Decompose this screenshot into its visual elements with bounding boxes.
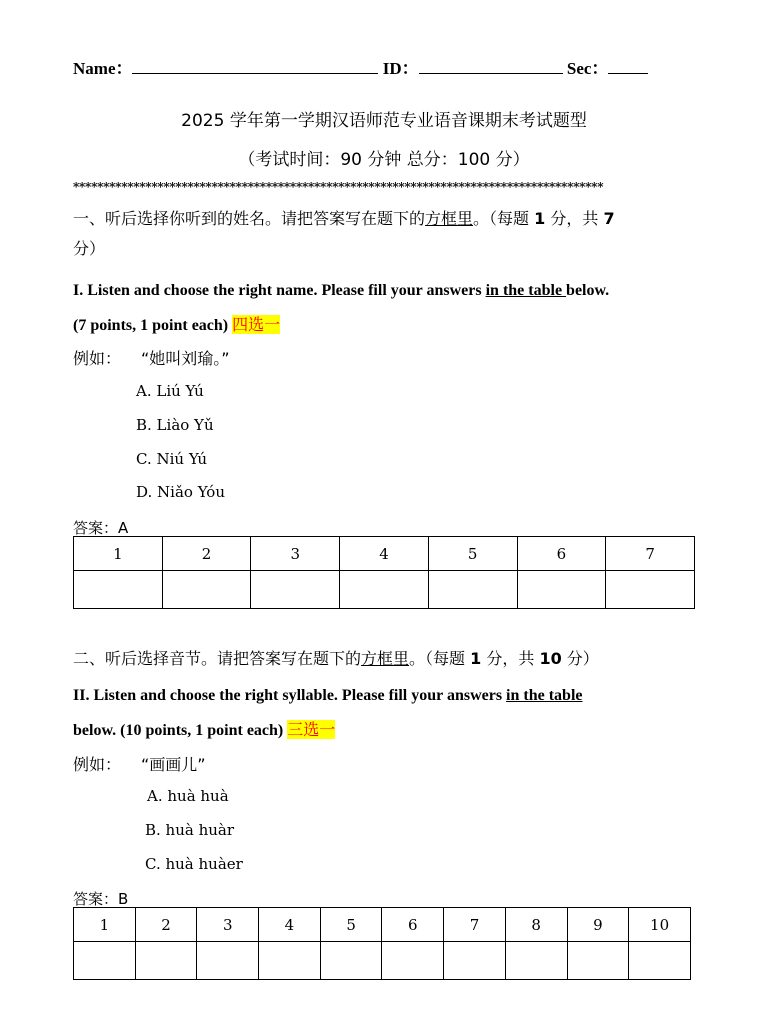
answer-cell[interactable] xyxy=(197,942,259,980)
table-header-cell: 3 xyxy=(197,908,259,942)
section1-en-text: I. Listen and choose the right name. Please fill your answers xyxy=(73,282,486,299)
table-header-cell: 3 xyxy=(251,537,340,571)
table-header-cell: 6 xyxy=(517,537,606,571)
section2-en-underlined: in the table xyxy=(506,687,583,704)
table-header-cell: 10 xyxy=(629,908,691,942)
section2-instruction-en xyxy=(73,687,583,705)
section2-option-a: A. huà huà xyxy=(147,787,229,805)
section2-answer-table xyxy=(73,907,691,980)
section2-cn-text: 二、听后选择音节。请把答案写在题下的 xyxy=(73,649,362,668)
example-text: “画画儿” xyxy=(141,755,206,774)
sec-blank[interactable] xyxy=(608,59,648,74)
table-header-cell: 7 xyxy=(444,908,506,942)
table-header-row xyxy=(74,537,695,571)
section1-instruction-en-line2 xyxy=(73,312,280,335)
section1-option-b: B. Liào Yǔ xyxy=(136,416,214,434)
section1-answer-table xyxy=(73,536,695,609)
id-label: ID： xyxy=(382,59,419,78)
answer-cell[interactable] xyxy=(74,942,136,980)
answer-cell[interactable] xyxy=(320,942,382,980)
section1-example xyxy=(73,346,230,369)
table-header-cell: 4 xyxy=(259,908,321,942)
section1-en-text-post: below. xyxy=(566,282,610,299)
answer-cell[interactable] xyxy=(382,942,444,980)
answer-cell[interactable] xyxy=(629,942,691,980)
section2-example xyxy=(73,752,206,775)
student-info-line xyxy=(73,54,648,79)
section1-instruction-en xyxy=(73,282,609,300)
name-label: Name： xyxy=(73,59,133,78)
section2-cn-end: 分） xyxy=(561,649,599,668)
section1-option-a: A. Liú Yú xyxy=(136,382,204,400)
answer-cell[interactable] xyxy=(567,942,629,980)
section1-option-c: C. Niú Yú xyxy=(136,450,208,468)
table-header-cell: 5 xyxy=(320,908,382,942)
table-header-cell: 1 xyxy=(74,908,136,942)
section2-option-c: C. huà huàer xyxy=(145,855,243,873)
answer-cell[interactable] xyxy=(517,571,606,609)
section2-instruction-en-line2 xyxy=(73,717,335,740)
example-text: “她叫刘瑜。” xyxy=(141,349,230,368)
table-header-cell: 2 xyxy=(162,537,251,571)
section1-cn-total: 7 xyxy=(603,209,615,228)
section1-cn-underlined: 方框里 xyxy=(425,209,474,228)
answer-cell[interactable] xyxy=(135,942,197,980)
table-header-cell: 4 xyxy=(340,537,429,571)
section1-option-d: D. Niǎo Yóu xyxy=(136,483,225,501)
section2-answer: 答案：B xyxy=(73,890,129,908)
section1-instruction-cn xyxy=(73,206,615,229)
section1-cn-points: 1 xyxy=(534,209,546,228)
table-header-cell: 2 xyxy=(135,908,197,942)
table-header-cell: 1 xyxy=(74,537,163,571)
example-label: 例如： xyxy=(73,755,122,774)
separator-line: **************************************************************************************** xyxy=(73,180,604,194)
table-header-row xyxy=(74,908,691,942)
id-blank[interactable] xyxy=(419,59,563,74)
section1-answer: 答案：A xyxy=(73,519,129,537)
section1-cn-mid: 分，共 xyxy=(545,209,604,228)
section1-cn-text: 一、听后选择你听到的姓名。请把答案写在题下的 xyxy=(73,209,426,228)
table-header-cell: 7 xyxy=(606,537,695,571)
section2-option-b: B. huà huàr xyxy=(145,821,235,839)
section1-points-text: (7 points, 1 point each) xyxy=(73,317,229,334)
answer-cell[interactable] xyxy=(259,942,321,980)
section2-points-text: below. (10 points, 1 point each) xyxy=(73,722,284,739)
table-header-cell: 5 xyxy=(428,537,517,571)
section1-choice-badge: 四选一 xyxy=(232,315,281,334)
answer-cell[interactable] xyxy=(606,571,695,609)
table-answer-row xyxy=(74,942,691,980)
section2-en-text: II. Listen and choose the right syllable. Please fill your answers xyxy=(73,687,507,704)
answer-cell[interactable] xyxy=(505,942,567,980)
answer-cell[interactable] xyxy=(428,571,517,609)
sec-label: Sec： xyxy=(566,59,609,78)
answer-cell[interactable] xyxy=(340,571,429,609)
section1-instruction-cn-line2: 分） xyxy=(73,239,106,258)
exam-subtitle: （考试时间：90 分钟 总分：100 分） xyxy=(238,150,530,170)
section2-choice-badge: 三选一 xyxy=(287,720,336,739)
section2-cn-underlined: 方框里 xyxy=(361,649,410,668)
section2-cn-points: 1 xyxy=(470,649,482,668)
name-blank[interactable] xyxy=(132,59,378,74)
answer-cell[interactable] xyxy=(162,571,251,609)
section1-cn-text-post: 。（每题 xyxy=(473,209,535,228)
section2-cn-text-post: 。（每题 xyxy=(409,649,471,668)
table-header-cell: 6 xyxy=(382,908,444,942)
exam-title: 2025 学年第一学期汉语师范专业语音课期末考试题型 xyxy=(181,111,587,131)
section2-instruction-cn xyxy=(73,646,599,669)
table-answer-row xyxy=(74,571,695,609)
example-label: 例如： xyxy=(73,349,122,368)
section1-en-underlined: in the table xyxy=(485,282,567,299)
section2-cn-total: 10 xyxy=(539,649,562,668)
answer-cell[interactable] xyxy=(74,571,163,609)
table-header-cell: 9 xyxy=(567,908,629,942)
section2-cn-mid: 分，共 xyxy=(481,649,540,668)
answer-cell[interactable] xyxy=(251,571,340,609)
table-header-cell: 8 xyxy=(505,908,567,942)
answer-cell[interactable] xyxy=(444,942,506,980)
